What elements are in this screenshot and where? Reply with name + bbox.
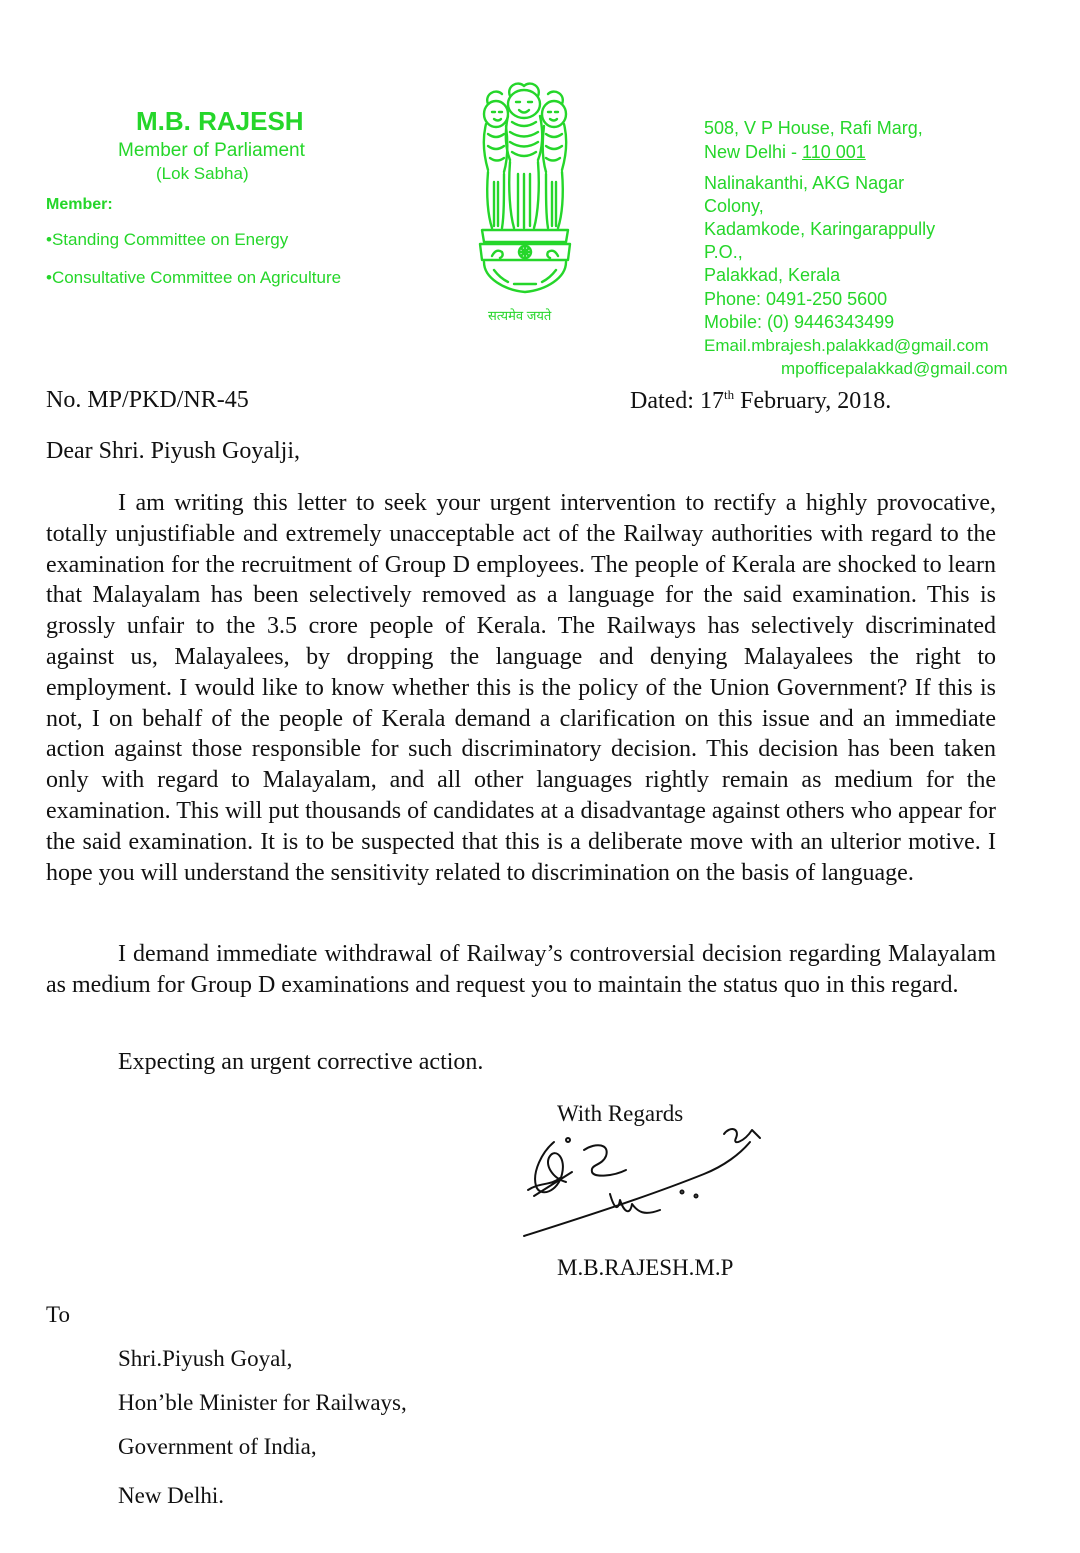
letter-date [630,387,891,415]
body-paragraph: I demand immediate withdrawal of Railway’s controversial decision regarding Malayalam as medium for Group D examinations and request you to maintain the status quo in this regard. [46,941,996,998]
date-prefix: Dated: 17 [630,388,724,414]
closing-line: Expecting an urgent corrective action. [118,1049,484,1075]
email-address: Email.mbrajesh.palakkad@gmail.com [704,336,989,355]
address-line: P.O., [704,242,743,262]
committee-item: •Standing Committee on Energy [46,230,289,249]
address-line: 508, V P House, Rafi Marg, [704,118,923,138]
recipient-line: Government of India, [118,1434,317,1459]
address-line: Colony, [704,196,764,216]
mobile-number: Mobile: (0) 9446343499 [704,312,895,332]
email-address: mpofficepalakkad@gmail.com [781,359,1008,378]
address-city: New Delhi - [704,142,803,162]
regards-line: With Regards [557,1101,684,1126]
date-ordinal: th [723,387,735,402]
recipient-line: Shri.Piyush Goyal, [118,1346,293,1371]
committee-item: •Consultative Committee on Agriculture [46,268,342,287]
date-suffix: February, 2018. [734,388,892,414]
address-line: Kadamkode, Karingarappully [704,219,936,239]
sender-role: Member of Parliament [118,140,305,161]
sender-name: M.B. RAJESH [136,106,304,136]
national-emblem-icon [474,78,576,314]
signature-icon [514,1112,774,1242]
to-label: To [46,1302,70,1327]
pin-code: 110 001 [802,142,866,162]
phone-number: Phone: 0491-250 5600 [704,289,888,309]
salutation: Dear Shri. Piyush Goyalji, [46,438,300,464]
signatory-name: M.B.RAJESH.M.P [557,1255,734,1280]
recipient-line: New Delhi. [118,1483,225,1508]
address-line: Nalinakanthi, AKG Nagar [704,173,905,193]
member-label: Member: [46,196,113,213]
address-line: Palakkad, Kerala [704,265,841,285]
address-line [704,142,866,163]
sender-house: (Lok Sabha) [156,164,249,183]
emblem-motto: सत्यमेव जयते [488,308,552,323]
recipient-line: Hon’ble Minister for Railways, [118,1390,407,1415]
body-paragraph: I am writing this letter to seek your urgent intervention to rectify a highly provocative, totally unjustifiable and extremely unacceptable act of the Railway authorities with regard to the examination for the recruitment of Group D employees. The people of Kerala are shocked to learn that Malayalam has been selectively removed as a language for the said examination. This is grossly unfair to the 3.5 crore people of Kerala. The Railways has selectively discriminated against us, Malayalees, by dropping the language and denying Malayalees the right to employment. I would like to know whether this is the policy of the Union Government? If this is not, I on behalf of the people of Kerala demand a clarification on this issue and an immediate action against those responsible for such discriminatory decision. This decision has been taken only with regard to Malayalam, and all other languages rightly remain as medium for the examination. This will put thousands of candidates at a disadvantage against others who appear for the said examination. It is to be suspected that this is a deliberate move with an ulterior motive. I hope you will understand the sensitivity related to discrimination on the basis of language. [46,490,996,886]
reference-number: No. MP/PKD/NR-45 [46,387,249,413]
